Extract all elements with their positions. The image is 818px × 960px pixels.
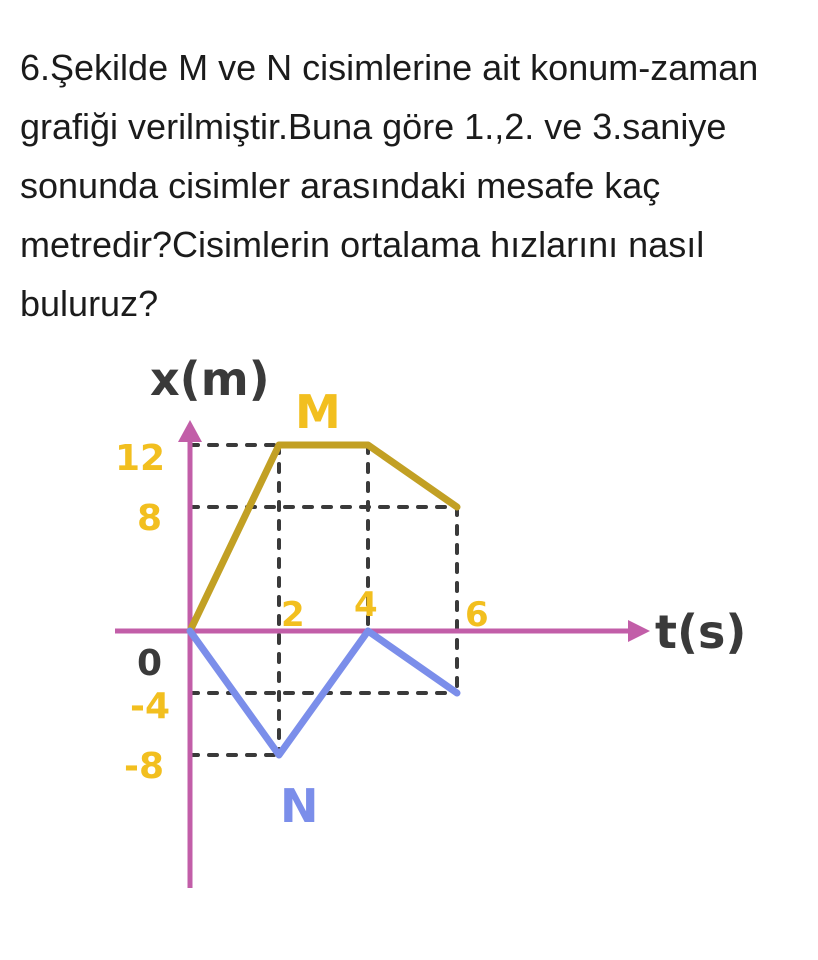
x-tick-label: 6 bbox=[465, 595, 489, 635]
y-axis-arrow bbox=[178, 420, 202, 442]
series-label-n: N bbox=[280, 779, 319, 833]
question-text: 6.Şekilde M ve N cisimlerine ait konum-zaman grafiği verilmiştir.Buna göre 1.,2. ve 3.saniye sonunda cisimler arasındaki mesafe kaç metredir?Cisimlerin ortalama hızlarını nasıl buluruz? bbox=[20, 47, 759, 324]
x-tick-label: 2 bbox=[281, 595, 305, 635]
series-lines bbox=[190, 385, 457, 833]
x-tick-label: 4 bbox=[354, 585, 378, 625]
y-axis-label: x(m) bbox=[150, 352, 270, 406]
guide-lines bbox=[190, 445, 457, 755]
y-tick-label: 8 bbox=[137, 498, 163, 539]
x-axis-arrow bbox=[628, 620, 650, 642]
y-tick-label: -8 bbox=[124, 746, 164, 787]
x-axis-label: t(s) bbox=[655, 605, 747, 659]
y-tick-label: -4 bbox=[130, 686, 170, 727]
y-tick-label: 0 bbox=[137, 643, 163, 684]
y-tick-label: 12 bbox=[115, 438, 166, 479]
series-label-m: M bbox=[295, 385, 341, 439]
axes bbox=[115, 420, 650, 888]
series-line-m bbox=[190, 445, 457, 631]
